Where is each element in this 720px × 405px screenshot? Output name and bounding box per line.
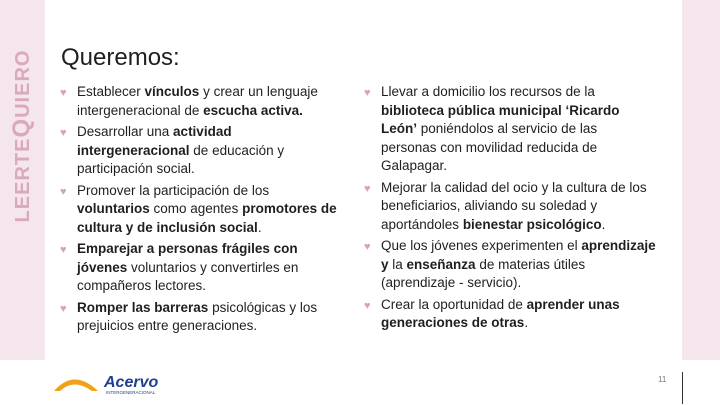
heart-bullet-icon: ♥ xyxy=(364,299,371,312)
heart-bullet-icon: ♥ xyxy=(364,87,371,99)
emphasis-text: biblioteca pública municipal ‘Ricardo León’ xyxy=(381,102,620,136)
objective-item xyxy=(60,182,345,238)
heart-bullet-icon: ♥ xyxy=(60,185,67,198)
heart-bullet-icon: ♥ xyxy=(60,127,67,139)
right-decor-band xyxy=(682,0,720,360)
body-text: Crear la oportunidad de xyxy=(381,296,527,312)
body-text: Establecer xyxy=(77,84,145,99)
body-text: Llevar a domicilio los recursos de la xyxy=(381,84,595,99)
body-text: la xyxy=(388,256,407,272)
body-text: Mejorar la calidad del ocio y la cultura de los beneficiarios, aliviando su soledad y aportándoles xyxy=(381,179,647,232)
heart-bullet-icon: ♥ xyxy=(60,87,67,99)
body-text: . xyxy=(524,315,529,330)
objective-item xyxy=(60,240,345,296)
emphasis-text: escucha activa. xyxy=(203,102,303,118)
svg-text:INTERGENERACIONAL: INTERGENERACIONAL xyxy=(106,390,156,395)
objective-item xyxy=(60,299,345,336)
emphasis-text: Emparejar a personas frágiles con jóvenes xyxy=(77,241,298,275)
emphasis-text: vínculos xyxy=(144,84,200,99)
body-text: . xyxy=(601,216,606,232)
body-text: de educación y participación social. xyxy=(77,142,285,176)
objective-item xyxy=(364,296,656,333)
emphasis-text: Romper las barreras xyxy=(77,299,209,315)
heart-bullet-icon: ♥ xyxy=(364,182,371,195)
right-objectives-list xyxy=(364,83,656,336)
objective-item xyxy=(60,123,345,179)
body-text: Desarrollar una xyxy=(77,124,174,139)
body-text: de materias útiles (aprendizaje - servicio). xyxy=(381,256,586,290)
emphasis-text: voluntarios xyxy=(77,201,150,216)
body-text: voluntarios y convertirles en compañeros lectores. xyxy=(77,259,299,293)
objective-item xyxy=(364,179,656,235)
body-text: y crear un lenguaje intergeneracional de xyxy=(77,84,318,118)
body-text: como agentes xyxy=(149,201,243,216)
body-text: poniéndolos al servicio de las personas con movilidad reducida de Galapagar. xyxy=(381,121,598,173)
objective-item xyxy=(364,237,656,293)
body-text: Que los jóvenes experimenten el xyxy=(381,238,582,253)
slide-title: Queremos: xyxy=(61,44,180,71)
page-number: 11 xyxy=(658,375,667,384)
emphasis-text: enseñanza xyxy=(406,256,476,272)
emphasis-text: promotores de cultura y de inclusión social xyxy=(77,201,337,235)
emphasis-text: bienestar psicológico xyxy=(462,216,602,232)
acervo-logo xyxy=(52,370,177,396)
emphasis-text: aprender unas generaciones de otras xyxy=(381,296,620,330)
body-text: . xyxy=(257,219,262,235)
heart-bullet-icon: ♥ xyxy=(60,302,67,315)
leertequiero-logo: LEERTEQUIERO xyxy=(8,49,35,223)
objective-item xyxy=(364,83,656,176)
heart-bullet-icon: ♥ xyxy=(364,241,371,253)
page-divider xyxy=(682,372,683,404)
left-objectives-list xyxy=(60,83,345,339)
body-text: psicológicas y los prejuicios entre generaciones. xyxy=(77,299,318,333)
emphasis-text: aprendizaje y xyxy=(381,238,656,272)
svg-text:Acervo: Acervo xyxy=(104,374,159,391)
heart-bullet-icon: ♥ xyxy=(60,244,67,256)
body-text: Promover la participación de los xyxy=(77,182,270,198)
emphasis-text: actividad intergeneracional xyxy=(77,124,232,158)
objective-item xyxy=(60,83,345,120)
